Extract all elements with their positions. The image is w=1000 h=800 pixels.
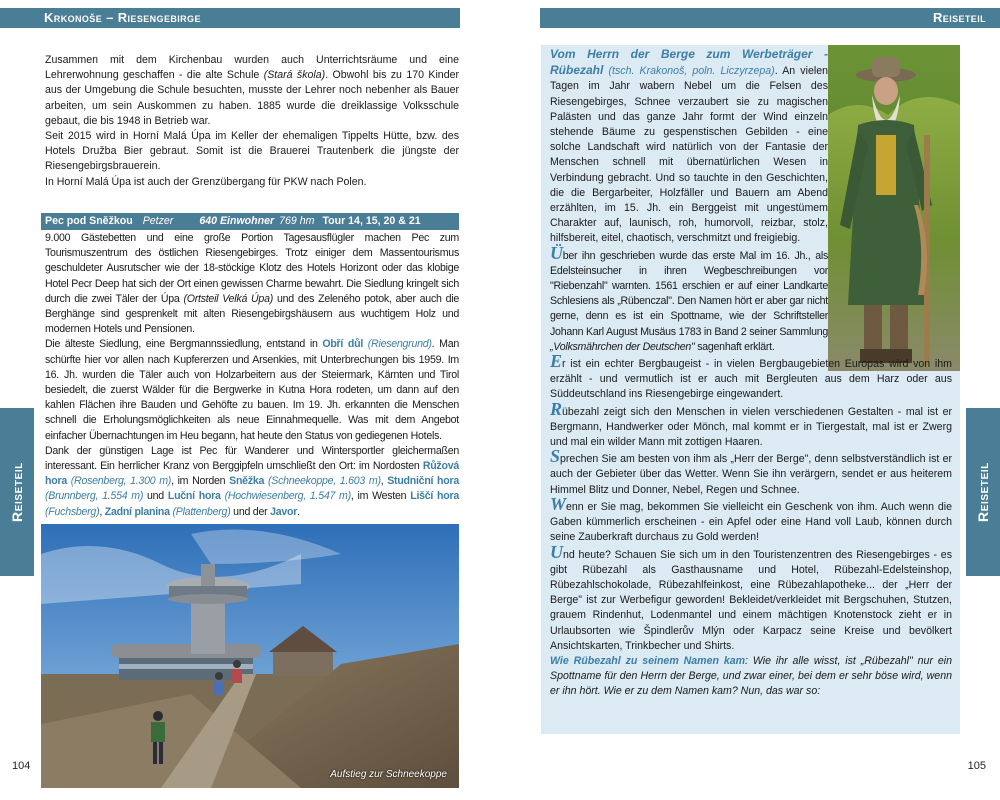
paragraph-history: Die älteste Siedlung, eine Bergmannssiedlung, entstand in Obří důl (Riesengrund). Man schürfte hier vor allen nach Kupfererzen und Arsenkies, mit Unterbrechungen bis 1959. Im 16. Jh. wurden die Täler auch von Holzarbeitern aus der Steiermark, Kärnten und Tirol besiedelt, die zuerst Wälder für die Bergwerke in Kutna Hora rodeten, um dann auf den kahlen Flächen ihre Bauden und Gehöfte zu bauen. Im 19. Jh. erkannten die Menschen schnell die Erholungsmöglichkeiten als neue Einnahmequelle. Was mit dem Angebot einfacher Übernachtungen im Heu begann, hat heute den Status von gediegenen Hotels. [45, 338, 459, 442]
paragraph-spottname: Über ihn geschrieben wurde das erste Mal im 16. Jh., als Edelsteinsucher in ihren Wegbeschreibungen vor "Riebenzahl" warnten. 1561 erschien er auf einer Landkarte Schlesiens als „Rübenczal". Den Namen hört er aber gar nicht gerne, denn es ist ein Spottname, wie der Schriftsteller Johann Karl August Musäus 1783 in Band 2 seiner Sammlung „Volksmährchen der Deutschen" sagenhaft erklärt. [550, 242, 828, 353]
place-studnicni-hora: Studniční hora [387, 475, 460, 488]
place-lisci-hora: Liščí hora [410, 490, 459, 503]
box-title: Vom Herrn der Berge zum Werbeträger - Rübezahl [550, 47, 828, 78]
paragraph-tourism: 9.000 Gästebetten und eine große Portion Tagesausflügler machen Pec zum Tourismuszentrum des östlichen Riesengebirges. Trotz einiger dem Massentourismus geschuldeter Ausrutscher wie der 18-stöckige Klotz des Hotels Horizont oder das klobige Hotel Pecr Deep hat sich der Ort einen gewissen Charme bewahrt. Die Siedlung kringelt sich durch die zwei Täler der Úpa (Ortsteil Velká Úpa) und des Zeleného potok, aber auch die Berghänge sind gesprenkelt mit alten Riesengebirgshäusern aus wuchtigem Holz und modernen Hotels und Pensionen. [45, 232, 459, 336]
header-right-title: Reiseteil [540, 8, 1000, 28]
place-snezka: Sněžka [229, 475, 265, 488]
place-javor: Javor [270, 505, 298, 518]
photo-snezka-illustration [41, 524, 459, 788]
paragraph-school: Zusammen mit dem Kirchenbau wurden auch Unterrichtsräume und eine Lehrerwohnung geschaffen - die alte Schule (Stará škola). Obwohl bis zu 170 Kinder aus der Umgebung die Schule besuchten, musste der Lehrer noch nebenher als Bauer arbeiten, um sein Auskommen zu haben. 1885 wurde die dreiklassige Volksschule gebaut, die bis 1948 in Betrieb war. [45, 54, 460, 127]
dropcap: E [550, 351, 563, 372]
dropcap: R [550, 398, 563, 419]
section-altitude: 769 hm [279, 215, 315, 227]
side-tab-right [966, 408, 1000, 576]
place-ruzova-hora: Růžová hora [45, 460, 459, 488]
paragraph-wetter: Sprechen Sie am besten von ihm als „Herr der Berge", denn selbstverständlich ist er auch der Gebieter über das Wetter. Wenn Sie ihn verärgern, sendet er aus heiterem Himmel Blitz und Donner, Nebel, Regen und Schnee. [550, 446, 952, 496]
side-tab-left-label: Reiseteil [9, 462, 25, 522]
dropcap: Ü [550, 242, 563, 263]
section-population: 640 Einwohner [199, 215, 275, 227]
section-header-pec [41, 213, 459, 230]
header-left-title: Krkonoše – Riesengebirge [0, 8, 460, 28]
paragraph-namensherkunft: Wie Rübezahl zu seinem Namen kam: Wie ihr alle wisst, ist „Rübezahl" nur ein Spottname für den Herrn der Berge, und zwar einer, bei dem er sehr böse wird, wenn er ihn hört. Wie er zu dem Namen kam? Nun, das war so: [550, 654, 952, 698]
paragraph-geschenk: Wenn er Sie mag, bekommen Sie vielleicht ein Geschenk von ihm. Auch wenn die Gaben kümmerlich erscheinen - ein Apfel oder eine Hand voll Laub, können durch seine Zauberkraft durchaus zu Gold werden! [550, 493, 952, 544]
paragraph-peaks: Dank der günstigen Lage ist Pec für Wanderer und Wintersportler gleichermaßen interessant. Ein herrlicher Kranz von Berggipfeln umschließt den Ort: im Nordosten Růžová hora (Rosenberg, 1.300 m), im Norden Sněžka (Schneekoppe, 1.603 m), Studniční hora (Brunnberg, 1.554 m) und Luční hora (Hochwiesenberg, 1.547 m), im Westen Liščí hora (Fuchsberg), Zadní planina (Plattenberg) und der Javor. [45, 444, 460, 518]
section-subtitle: Petzer [142, 215, 174, 227]
dropcap: S [550, 446, 561, 467]
page-number-left: 104 [12, 760, 31, 772]
paragraph-gestalten: Rübezahl zeigt sich den Menschen in vielen verschiedenen Gestalten - mal ist er Bergmann, Handwerker oder Mönch, mal kommt er in Tiergestalt, mal ist er Zwerg und mal ein wilder Mann mit zottigen Haaren. [550, 398, 952, 449]
info-box-ruebezahl [541, 45, 960, 734]
paragraph-border-crossing: In Horní Malá Úpa ist auch der Grenzübergang für PKW nach Polen. [45, 175, 367, 188]
place-lucni-hora: Luční hora [167, 490, 221, 503]
paragraph-herr-der-berge: Vom Herrn der Berge zum Werbeträger - Rübezahl (tsch. Krakonoš, poln. Liczyrzepa). An vielen Tagen im Jahr wabern Nebel um die Felsen des Riesengebirges, Schnee verzaubert sie zu magischen Palästen und das ganze Jahr formt der Wind einzeln stehende Bäume zu gespenstischen Gebilden - eine solche Landschaft wird natürlich von der Fantasie der Menschen schnell mit übernatürlichen Wesen in Verbindung gebracht. Und so tauchte in den Geschichten, die die Bergarbeiter, Holzfäller und Bauern am Abend erzählten, im 15. Jh. ein Berggeist mit ungestümem Charakter auf, launisch, roh, humorvoll, reizbar, stolz, hilfsbereit, eitel, chaotisch, verschmitzt und freigiebig. [550, 47, 828, 245]
photo-snezka-ascent [41, 524, 459, 788]
photo-caption: Aufstieg zur Schneekoppe [330, 769, 447, 780]
box-subtitle: (tsch. Krakonoš, poln. Liczyrzepa) [608, 65, 775, 78]
ruebezahl-text [550, 47, 952, 700]
left-intro-text [41, 53, 459, 190]
paragraph-werbefigur: Und heute? Schauen Sie sich um in den Touristenzentren des Riesengebirges - es gibt Rübezahl als Gasthausname und Hotel, Rübezahl-Edelsteinshop, Rübezahlschokolade, Rübezahlfeinkost, eine Rübezahlapotheke... der „Herr der Berge" ist zur Werbefigur geworden! Bekleidet/verkleidet mit Bergschuhen, Stutzen, grauem Rindenhut, Lodenmantel und einem mächtigen Knotenstock zieht er in Urlaubsorten wie Špindlerův Mlýn oder Karpacz seine Kreise und bevölkert Ansichtskarten, Trinkbecher und Shirts. [550, 541, 952, 652]
left-pec-text [41, 231, 459, 520]
page-number-right: 105 [967, 760, 986, 772]
section-title: Pec pod Sněžkou [45, 215, 133, 227]
place-obri-dul: Obří důl [322, 338, 364, 351]
side-tab-right-label: Reiseteil [975, 462, 991, 522]
side-tab-left [0, 408, 34, 576]
right-page [500, 0, 1000, 800]
dropcap: U [550, 541, 563, 562]
dropcap: W [550, 493, 567, 514]
paragraph-brewery: Seit 2015 wird in Horní Malá Úpa im Keller der ehemaligen Tippelts Hütte, bzw. des Hotels Družba Bier gebraut. Somit ist die Brauerei Trautenberk die jüngste der Riesengebirgsbrauerein. [45, 130, 459, 173]
section-tours: Tour 14, 15, 20 & 21 [322, 215, 421, 227]
paragraph-bergbaugeist: Er ist ein echter Bergbaugeist - in vielen Bergbaugebieten Europas wird von ihm erzählt - und vermutlich ist er auch mit Bergleuten aus dem Harz oder aus Süddeutschland ins Riesengebirge eingewandert. [550, 351, 952, 401]
place-zadni-planina: Zadní planina [104, 505, 170, 518]
namensherkunft-title: Wie Rübezahl zu seinem Namen kam [550, 654, 746, 667]
